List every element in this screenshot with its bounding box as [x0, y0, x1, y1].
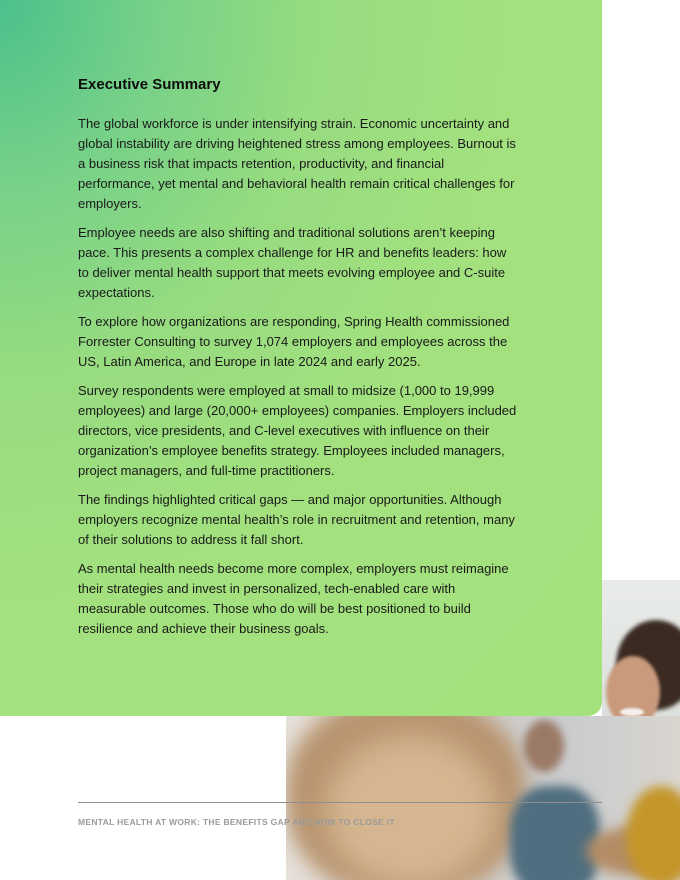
- footer-divider: [78, 802, 602, 803]
- photo-meeting-group: [286, 716, 680, 880]
- executive-summary-section: [78, 74, 518, 648]
- paragraph: To explore how organizations are responding, Spring Health commissioned Forrester Consulting to survey 1,074 employers and employees across the US, Latin America, and Europe in late 2024 and early 2025.: [78, 314, 510, 369]
- paragraph: Employee needs are also shifting and traditional solutions aren’t keeping pace. This presents a complex challenge for HR and benefits leaders: how to deliver mental health support that meets evolving employee and C-suite expectations.: [78, 225, 507, 300]
- paragraph: Survey respondents were employed at small to midsize (1,000 to 19,999 employees) and large (20,000+ employees) companies. Employers included directors, vice presidents, and C-level executives with influence on their organization’s employee benefits strategy. Employees included managers, project managers, and full-time practitioners.: [78, 383, 517, 478]
- paragraph: The global workforce is under intensifying strain. Economic uncertainty and global instability are driving heightened stress among employees. Burnout is a business risk that impacts retention, productivity, and financial performance, yet mental and behavioral health remain critical challenges for employers.: [78, 116, 516, 211]
- section-title: Executive Summary: [78, 76, 221, 93]
- paragraph: The findings highlighted critical gaps — and major opportunities. Although employers recognize mental health’s role in recruitment and retention, many of their solutions to address it fall short.: [78, 492, 515, 547]
- page-number: 3: [596, 817, 601, 827]
- footer-report-title: MENTAL HEALTH AT WORK: THE BENEFITS GAP AND HOW TO CLOSE IT: [78, 817, 395, 827]
- paragraph: As mental health needs become more complex, employers must reimagine their strategies and invest in personalized, tech-enabled care with measurable outcomes. Those who do will be best positioned to build resilience and achieve their business goals.: [78, 561, 509, 636]
